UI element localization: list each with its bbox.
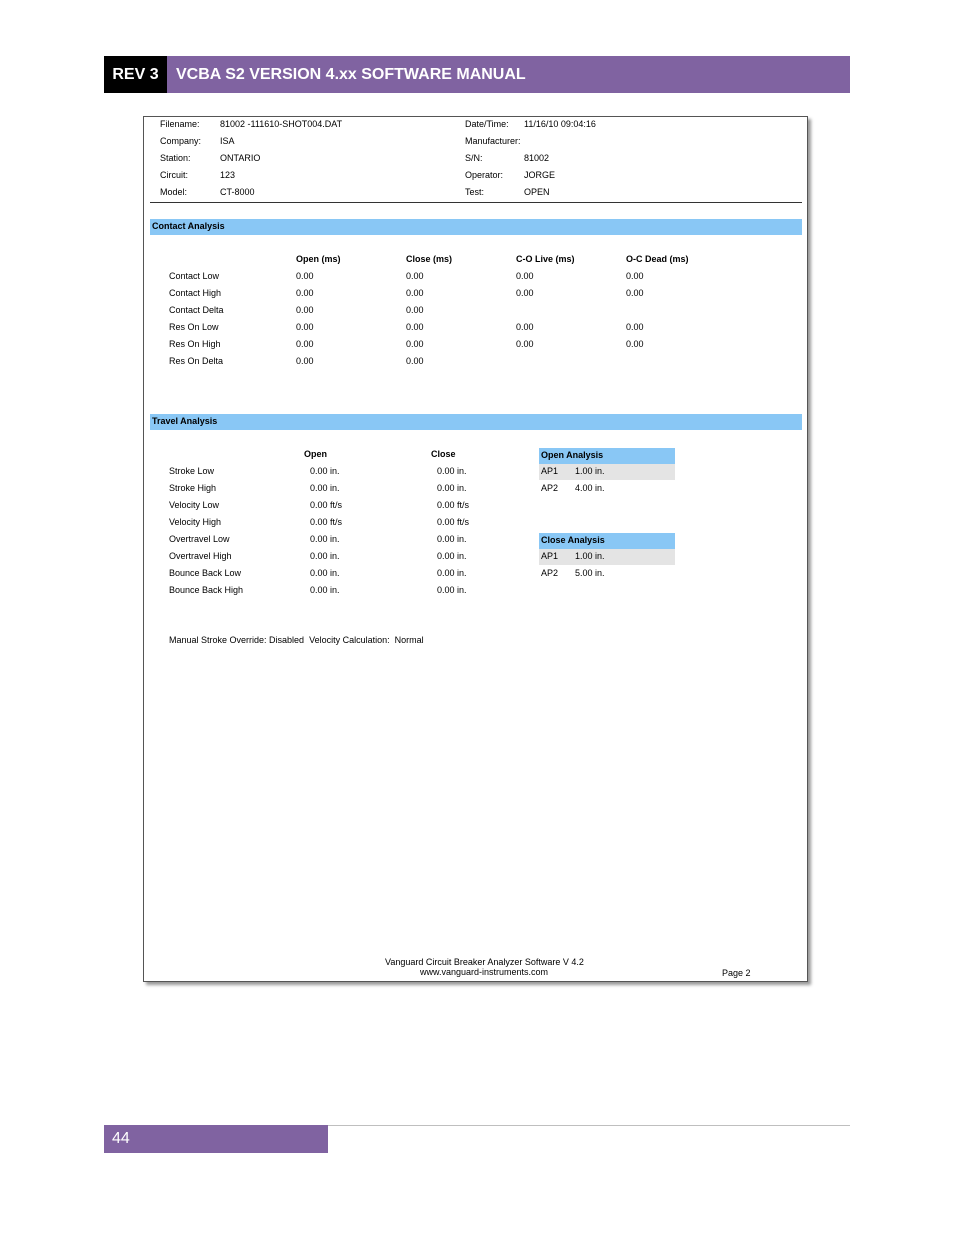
contact-row-label: Res On Low [169,322,219,332]
contact-col-open: Open (ms) [296,254,341,264]
contact-cell: 0.00 [406,356,424,366]
travel-row-label: Velocity Low [169,500,220,510]
contact-cell: 0.00 [406,288,424,298]
travel-row-label: Velocity High [169,517,222,527]
test-label: Test: [465,187,485,197]
contact-col-co-live: C-O Live (ms) [516,254,575,264]
travel-cell: 0.00 in. [310,483,340,493]
station-value: ONTARIO [220,153,261,163]
travel-cell: 0.00 in. [437,568,467,578]
contact-cell: 0.00 [516,322,534,332]
open-ap1-value: 1.00 in. [575,466,605,476]
close-ap1-label: AP1 [541,551,559,561]
settings-line: Manual Stroke Override: Disabled Velocity Calculation: Normal [169,635,424,645]
contact-row-label: Res On High [169,339,221,349]
contact-cell: 0.00 [296,271,314,281]
filename-value: 81002 -111610-SHOT004.DAT [220,119,343,129]
company-label: Company: [160,136,202,146]
travel-cell: 0.00 in. [310,551,340,561]
travel-cell: 0.00 in. [437,534,467,544]
revision-label: REV 3 [104,56,167,93]
contact-cell: 0.00 [296,288,314,298]
open-ap2-label: AP2 [541,483,559,493]
travel-cell: 0.00 ft/s [437,517,470,527]
travel-cell: 0.00 in. [310,534,340,544]
filename-label: Filename: [160,119,200,129]
contact-col-oc-dead: O-C Dead (ms) [626,254,689,264]
contact-cell: 0.00 [626,288,644,298]
contact-cell: 0.00 [516,339,534,349]
travel-row-label: Overtravel High [169,551,232,561]
company-value: ISA [220,136,235,146]
close-analysis-header [539,533,675,549]
contact-cell: 0.00 [516,271,534,281]
contact-cell: 0.00 [406,305,424,315]
contact-cell: 0.00 [406,271,424,281]
datetime-label: Date/Time: [465,119,509,129]
sn-value: 81002 [524,153,550,163]
contact-cell: 0.00 [296,356,314,366]
operator-label: Operator: [465,170,504,180]
contact-cell: 0.00 [406,322,424,332]
travel-cell: 0.00 ft/s [437,500,470,510]
travel-analysis-title: Travel Analysis [152,416,218,426]
operator-value: JORGE [524,170,556,180]
manufacturer-label: Manufacturer: [465,136,521,146]
contact-cell: 0.00 [626,271,644,281]
contact-row-label: Contact Low [169,271,220,281]
report-page-number: Page 2 [722,968,751,978]
close-ap2-label: AP2 [541,568,559,578]
close-ap2-value: 5.00 in. [575,568,605,578]
manual-page-box [104,1125,328,1153]
travel-col-open: Open [304,449,328,459]
contact-row-label: Res On Delta [169,356,224,366]
contact-cell: 0.00 [296,339,314,349]
sn-label: S/N: [465,153,483,163]
travel-row-label: Overtravel Low [169,534,230,544]
travel-row-label: Stroke Low [169,466,215,476]
manual-page-number: 44 [112,1130,130,1147]
contact-col-close: Close (ms) [406,254,453,264]
travel-cell: 0.00 in. [437,585,467,595]
travel-row-label: Stroke High [169,483,217,493]
travel-row-label: Bounce Back High [169,585,244,595]
contact-analysis-title: Contact Analysis [152,221,225,231]
close-ap1-value: 1.00 in. [575,551,605,561]
travel-cell: 0.00 in. [310,568,340,578]
travel-analysis-band [150,414,802,430]
manual-header [104,56,850,93]
travel-cell: 0.00 in. [437,466,467,476]
header-divider [150,202,802,203]
contact-analysis-band [150,219,802,235]
open-analysis-header [539,448,675,464]
close-analysis-ap1-row [539,549,675,565]
travel-row-label: Bounce Back Low [169,568,242,578]
test-value: OPEN [524,187,550,197]
contact-row-label: Contact High [169,288,222,298]
close-analysis-title: Close Analysis [541,535,605,545]
travel-cell: 0.00 ft/s [310,517,343,527]
report-page [143,116,808,982]
contact-cell: 0.00 [626,322,644,332]
travel-cell: 0.00 in. [310,585,340,595]
open-analysis-title: Open Analysis [541,450,604,460]
circuit-value: 123 [220,170,236,180]
open-ap2-value: 4.00 in. [575,483,605,493]
open-analysis-ap1-row [539,464,675,480]
station-label: Station: [160,153,191,163]
travel-col-close: Close [431,449,456,459]
contact-cell: 0.00 [406,339,424,349]
vendor-website: www.vanguard-instruments.com [420,967,549,977]
contact-cell: 0.00 [516,288,534,298]
datetime-value: 11/16/10 09:04:16 [524,119,596,129]
model-label: Model: [160,187,188,197]
contact-cell: 0.00 [296,322,314,332]
travel-cell: 0.00 ft/s [310,500,343,510]
contact-cell: 0.00 [296,305,314,315]
model-value: CT-8000 [220,187,255,197]
software-version: Vanguard Circuit Breaker Analyzer Software V 4.2 [385,957,584,967]
circuit-label: Circuit: [160,170,189,180]
open-ap1-label: AP1 [541,466,559,476]
travel-cell: 0.00 in. [310,466,340,476]
contact-row-label: Contact Delta [169,305,224,315]
travel-cell: 0.00 in. [437,551,467,561]
contact-cell: 0.00 [626,339,644,349]
travel-cell: 0.00 in. [437,483,467,493]
manual-title: VCBA S2 VERSION 4.xx SOFTWARE MANUAL [176,66,526,83]
